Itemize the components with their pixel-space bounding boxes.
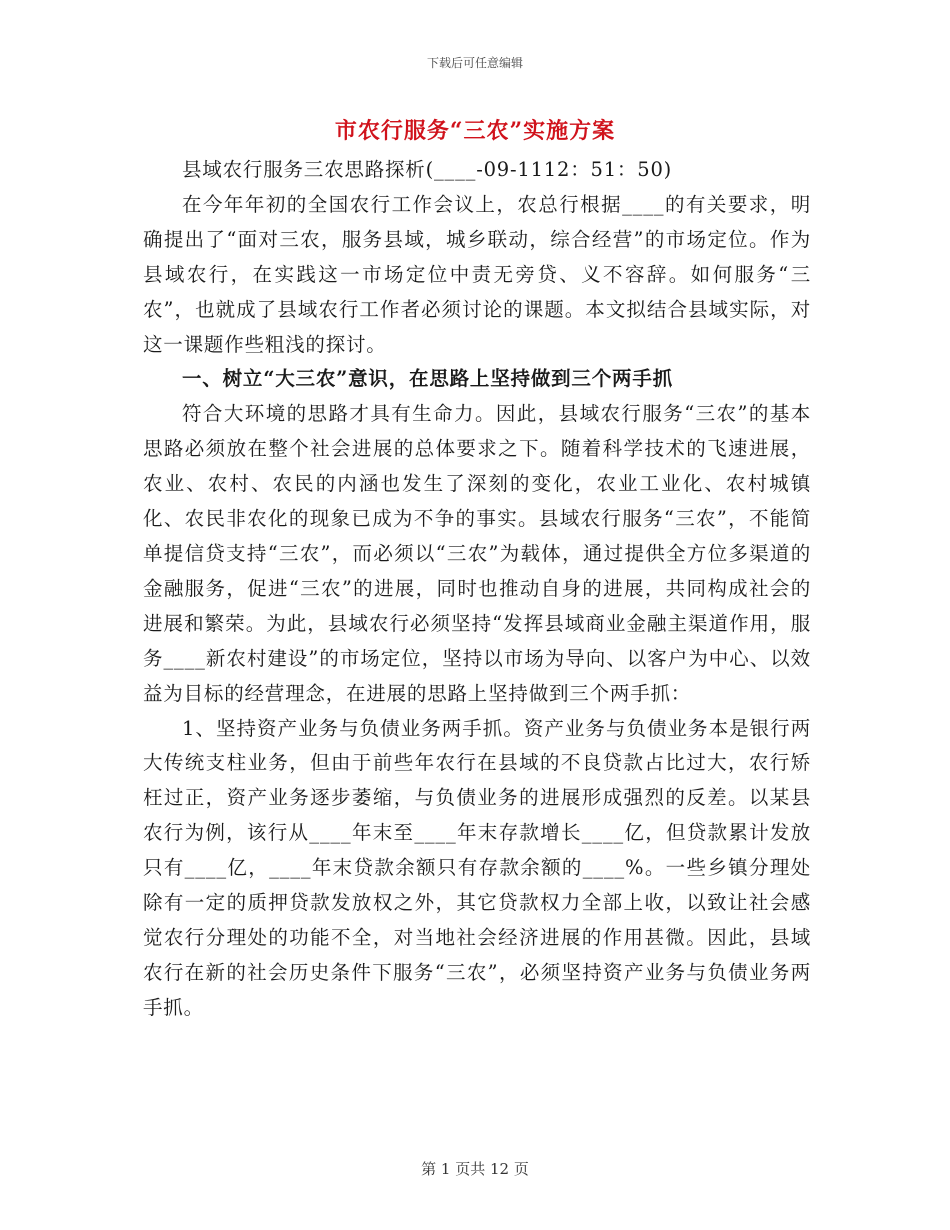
paragraph-intro: 在今年年初的全国农行工作会议上，农总行根据____的有关要求，明确提出了“面对三农，服务县域，城乡联动，综合经营”的市场定位。作为县域农行，在实践这一市场定位中责无旁贷、义不容辞。如何服务“三农”，也就成了县域农行工作者必须讨论的课题。本文拟结合县域实际，对这一课题作些粗浅的探讨。 — [143, 192, 811, 356]
document-title: 市农行服务“三农”实施方案 — [334, 118, 616, 144]
paragraph-section-1: 符合大环境的思路才具有生命力。因此，县域农行服务“三农”的基本思路必须放在整个社会进展的总体要求之下。随着科学技术的飞速进展，农业、农村、农民的内涵也发生了深刻的变化，农业工业化、农村城镇化、农民非农化的现象已成为不争的事实。县域农行服务“三农”，不能简单提信贷支持“三农”，而必须以“三农”为载体，通过提供全方位多渠道的金融服务，促进“三农”的进展，同时也推动自身的进展，共同构成社会的进展和繁荣。为此，县域农行必须坚持“发挥县域商业金融主渠道作用，服务____新农村建设”的市场定位，坚持以市场为导向、以客户为中心、以效益为目标的经营理念，在进展的思路上坚持做到三个两手抓： — [143, 402, 811, 705]
section-heading-1: 一、树立“大三农”意识，在思路上坚持做到三个两手抓 — [182, 367, 673, 391]
paragraph-point-1: 1、坚持资产业务与负债业务两手抓。资产业务与负债业务本是银行两大传统支柱业务，但由于前些年农行在县域的不良贷款占比过大，农行矫枉过正，资产业务逐步萎缩，与负债业务的进展形成强烈的反差。以某县农行为例，该行从____年末至____年末存款增长____亿，但贷款累计发放只有____亿，____年末贷款余额只有存款余额的____%。一些乡镇分理处除有一定的质押贷款发放权之外，其它贷款权力全部上收，以致让社会感觉农行分理处的功能不全，对当地社会经济进展的作用甚微。因此，县域农行在新的社会历史条件下服务“三农”，必须坚持资产业务与负债业务两手抓。 — [143, 716, 811, 1019]
header-note: 下载后可任意编辑 — [426, 56, 523, 70]
page-footer: 第 1 页共 12 页 — [421, 1160, 529, 1178]
document-body — [143, 153, 811, 1026]
subtitle-line: 县域农行服务三农思路探析(____-09-1112：51：50) — [182, 158, 673, 181]
